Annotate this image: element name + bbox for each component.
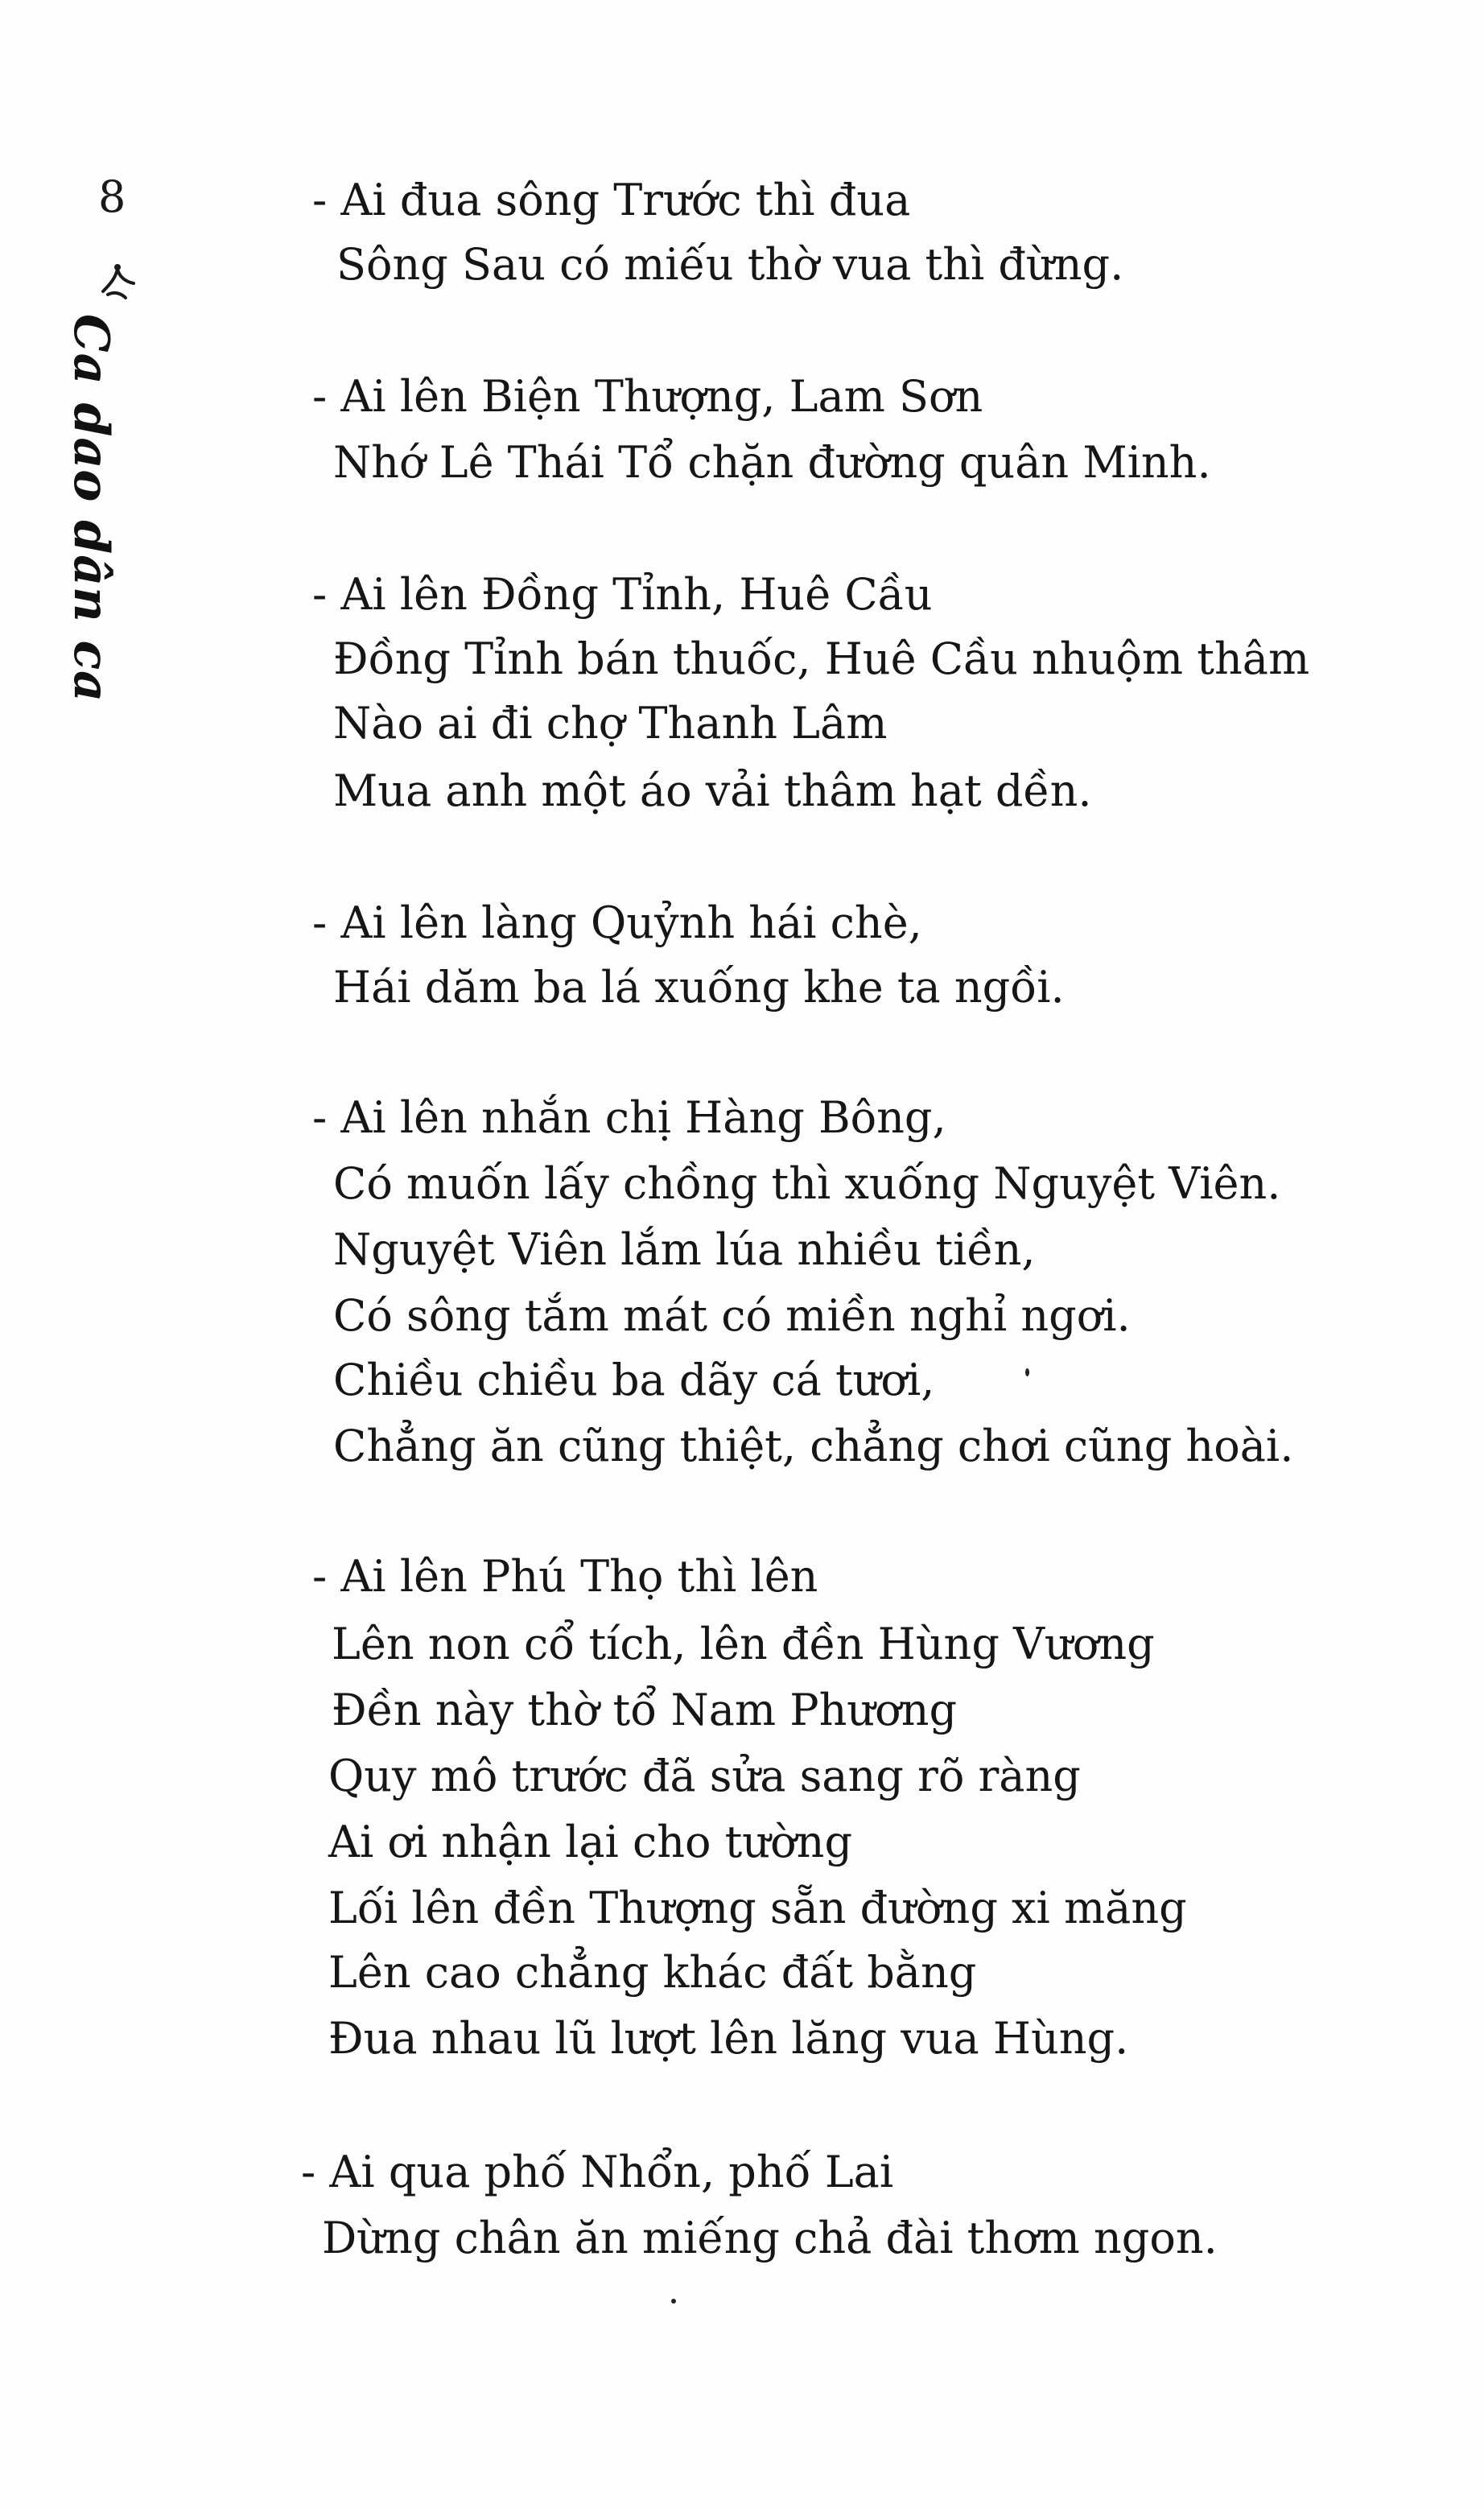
print-speck: [1025, 1368, 1029, 1376]
verse-line: Đua nhau lũ lượt lên lăng vua Hùng.: [328, 2013, 1129, 2064]
verse-line: Mua anh một áo vải thâm hạt dền.: [333, 765, 1092, 816]
verse-line: Lối lên đền Thượng sẵn đường xi măng: [328, 1883, 1187, 1933]
verse-line: Dừng chân ăn miếng chả đài thơm ngon.: [322, 2213, 1218, 2263]
verse-line: - Ai lên Đồng Tỉnh, Huê Cầu: [312, 569, 933, 620]
verse-line: Có muốn lấy chồng thì xuống Nguyệt Viên.: [333, 1158, 1281, 1209]
print-speck: [671, 2299, 676, 2304]
verse-line: Nào ai đi chợ Thanh Lâm: [333, 698, 888, 749]
verse-line: Sông Sau có miếu thờ vua thì đừng.: [336, 239, 1124, 290]
verse-line: Quy mô trước đã sửa sang rõ ràng: [328, 1751, 1081, 1801]
verse-line: Nhớ Lê Thái Tổ chặn đường quân Minh.: [333, 437, 1211, 488]
verse-line: Nguyệt Viên lắm lúa nhiều tiền,: [333, 1224, 1036, 1275]
verse-line: Lên non cổ tích, lên đền Hùng Vương: [332, 1619, 1155, 1669]
verse-line: - Ai qua phố Nhổn, phố Lai: [301, 2147, 894, 2197]
verse-line: - Ai lên nhắn chị Hàng Bông,: [312, 1092, 946, 1143]
verse-line: - Ai đua sông Trước thì đua: [312, 175, 911, 225]
floral-ornament-icon: [97, 259, 140, 303]
verse-line: Ai ơi nhận lại cho tường: [328, 1817, 853, 1867]
verse-line: - Ai lên Phú Thọ thì lên: [312, 1551, 818, 1602]
verse-line: Đồng Tỉnh bán thuốc, Huê Cầu nhuộm thâm: [333, 633, 1310, 684]
verse-line: - Ai lên làng Quỷnh hái chè,: [312, 897, 922, 948]
verse-line: - Ai lên Biện Thượng, Lam Sơn: [312, 371, 983, 422]
verse-line: Đền này thờ tổ Nam Phương: [332, 1685, 958, 1735]
verse-line: Có sông tắm mát có miền nghỉ ngơi.: [333, 1290, 1131, 1341]
verse-line: Chiều chiều ba dãy cá tươi,: [333, 1355, 935, 1405]
verse-line: Chẳng ăn cũng thiệt, chẳng chơi cũng hoài.: [333, 1421, 1294, 1471]
verse-line: Lên cao chẳng khác đất bằng: [328, 1947, 977, 1998]
verse-line: Hái dăm ba lá xuống khe ta ngồi.: [333, 962, 1065, 1013]
running-title: Ca dao dân ca: [63, 314, 119, 703]
page-number: 8: [98, 171, 126, 222]
